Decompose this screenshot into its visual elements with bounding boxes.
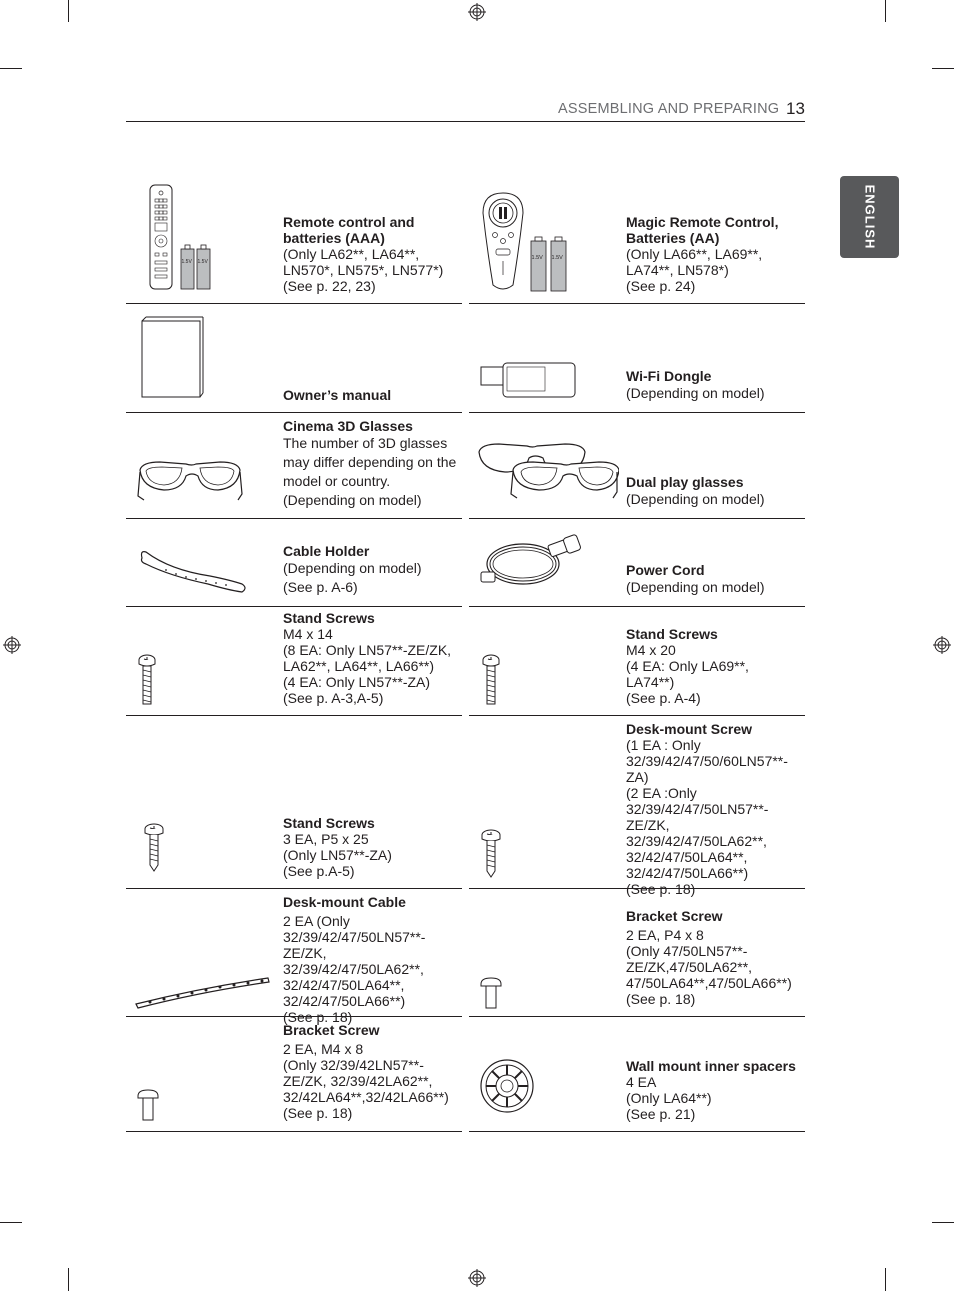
accessory-item: [126, 304, 462, 413]
registration-mark-icon: [468, 1269, 486, 1287]
bracket-screw-icon: [473, 889, 619, 1016]
item-desc: 3 EA, P5 x 25 (Only LN57**-ZA) (See p.A-5): [283, 831, 392, 879]
accessory-text: [626, 889, 801, 1016]
item-desc: 2 EA (Only 32/39/42/47/50LN57**-ZE/ZK, 32/39/42/47/50LA62**, 32/42/47/50LA64**, 32/42/47/50LA66**) (See p. 18): [283, 913, 426, 1025]
accessory-item: [469, 1017, 805, 1132]
crop-mark: [0, 1222, 22, 1223]
item-desc: 4 EA (Only LA64**) (See p. 21): [626, 1074, 712, 1122]
accessory-item: [126, 716, 462, 889]
item-desc: 2 EA, M4 x 8 (Only 32/39/42LN57**-ZE/ZK, 32/39/42LA62**, 32/42LA64**,32/42LA66**) (See p. 18): [283, 1041, 449, 1121]
accessory-text: [626, 519, 801, 606]
item-title: Magic Remote Control, Batteries (AA): [626, 214, 779, 246]
accessory-text: [283, 519, 458, 606]
screw-icon: [473, 716, 619, 888]
item-title: Desk-mount Screw: [626, 721, 753, 737]
accessory-text: [626, 413, 801, 518]
registration-mark-icon: [933, 636, 951, 654]
accessory-list-right: [469, 180, 805, 1132]
manual-book-icon: [130, 304, 276, 412]
accessory-text: [283, 1017, 458, 1131]
item-desc: M4 x 14 (8 EA: Only LN57**-ZE/ZK, LA62**, LA64**, LA66**) (4 EA: Only LN57**-ZA) (See p. A-3,A-5): [283, 626, 452, 706]
crop-mark: [885, 0, 886, 22]
crop-mark: [68, 1268, 69, 1291]
item-title: Desk-mount Cable: [283, 894, 406, 910]
item-desc: M4 x 20 (4 EA: Only LA69**, LA74**) (See p. A-4): [626, 642, 749, 706]
accessory-item: [126, 413, 462, 519]
item-title: Remote control and batteries (AAA): [283, 214, 415, 246]
item-desc: (Depending on model): [626, 491, 765, 507]
item-desc: (Only LA66**, LA69**, LA74**, LN578*) (See p. 24): [626, 246, 763, 294]
accessory-item: [126, 607, 462, 716]
accessory-item: [469, 607, 805, 716]
item-title: Bracket Screw: [626, 908, 723, 924]
item-title: Power Cord: [626, 562, 705, 578]
screw-icon: [130, 607, 276, 715]
accessory-item: [469, 716, 805, 897]
item-desc: (Depending on model): [626, 385, 765, 401]
screw-icon: [130, 716, 276, 888]
crop-mark: [932, 1222, 954, 1223]
item-desc: (Depending on model) (See p. A-6): [283, 560, 422, 595]
item-title: Dual play glasses: [626, 474, 744, 490]
section-title: ASSEMBLING AND PREPARING: [558, 101, 780, 117]
screw-icon: [473, 607, 619, 715]
item-title: Stand Screws: [283, 610, 375, 626]
item-title: Owner’s manual: [283, 387, 392, 403]
battery-label: 1.5V: [551, 255, 563, 261]
header-rule: [126, 121, 805, 122]
crop-mark: [0, 68, 22, 69]
bracket-screw-icon: [130, 1017, 276, 1131]
accessory-item: [469, 180, 805, 304]
accessory-item: [469, 519, 805, 607]
accessory-item: [126, 180, 462, 304]
item-title: Cable Holder: [283, 543, 370, 559]
item-desc: (1 EA : Only 32/39/42/47/50/60LN57**-ZA) (2 EA :Only 32/39/42/47/50LN57**-ZE/ZK, 32/39/42/47/50LA62**, 32/42/47/50LA64**, 32/42/47/50LA66**) (See p. 18): [626, 737, 788, 897]
accessory-text: [626, 1017, 801, 1131]
item-title: Stand Screws: [283, 815, 375, 831]
accessory-text: [283, 716, 458, 888]
magic-remote-icon: [473, 180, 619, 303]
accessory-text: [626, 716, 801, 897]
item-desc: 2 EA, P4 x 8 (Only 47/50LN57**-ZE/ZK,47/50LA62**, 47/50LA64**,47/50LA66**) (See p. 18): [626, 927, 792, 1007]
accessory-text: [283, 413, 458, 518]
item-desc: (Depending on model): [626, 579, 765, 595]
accessory-item: [126, 519, 462, 607]
accessory-item: [469, 304, 805, 413]
item-desc: (Only LA62**, LA64**, LN570*, LN575*, LN577*) (See p. 22, 23): [283, 246, 444, 294]
crop-mark: [932, 68, 954, 69]
remote-control-icon: [130, 180, 276, 303]
3d-glasses-icon: [130, 413, 276, 518]
accessory-text: [626, 180, 801, 303]
item-title: Wall mount inner spacers: [626, 1058, 796, 1074]
accessory-text: [283, 607, 458, 715]
battery-label: 1.5V: [531, 255, 543, 261]
accessory-text: [626, 607, 801, 715]
item-title: Stand Screws: [626, 626, 718, 642]
accessory-list-left: [126, 180, 462, 1132]
battery-label: 1.5V: [197, 259, 208, 265]
battery-label: 1.5V: [181, 259, 192, 265]
registration-mark-icon: [3, 636, 21, 654]
desk-mount-cable-icon: [130, 889, 276, 1016]
item-title: Wi-Fi Dongle: [626, 368, 712, 384]
accessory-item: [469, 413, 805, 519]
item-title: Bracket Screw: [283, 1022, 380, 1038]
power-cord-icon: [473, 519, 619, 606]
language-tab-label: ENGLISH: [862, 184, 877, 250]
accessory-text: [626, 304, 801, 412]
wall-mount-spacer-icon: [473, 1017, 619, 1131]
wifi-dongle-icon: [473, 304, 619, 412]
registration-mark-icon: [468, 3, 486, 21]
accessory-item: [469, 889, 805, 1017]
page-number: 13: [786, 99, 805, 118]
dual-play-glasses-icon: [473, 413, 619, 518]
accessory-text: [283, 304, 458, 412]
item-title: Cinema 3D Glasses: [283, 418, 413, 434]
accessory-item: [126, 889, 462, 1025]
crop-mark: [885, 1268, 886, 1291]
item-desc: The number of 3D glasses may differ depending on the model or country. (Depending on model): [283, 435, 457, 508]
accessory-text: [283, 180, 458, 303]
accessory-item: [126, 1017, 462, 1132]
crop-mark: [68, 0, 69, 22]
accessory-text: [283, 889, 458, 1025]
cable-holder-icon: [130, 519, 276, 606]
language-tab: [840, 176, 899, 258]
